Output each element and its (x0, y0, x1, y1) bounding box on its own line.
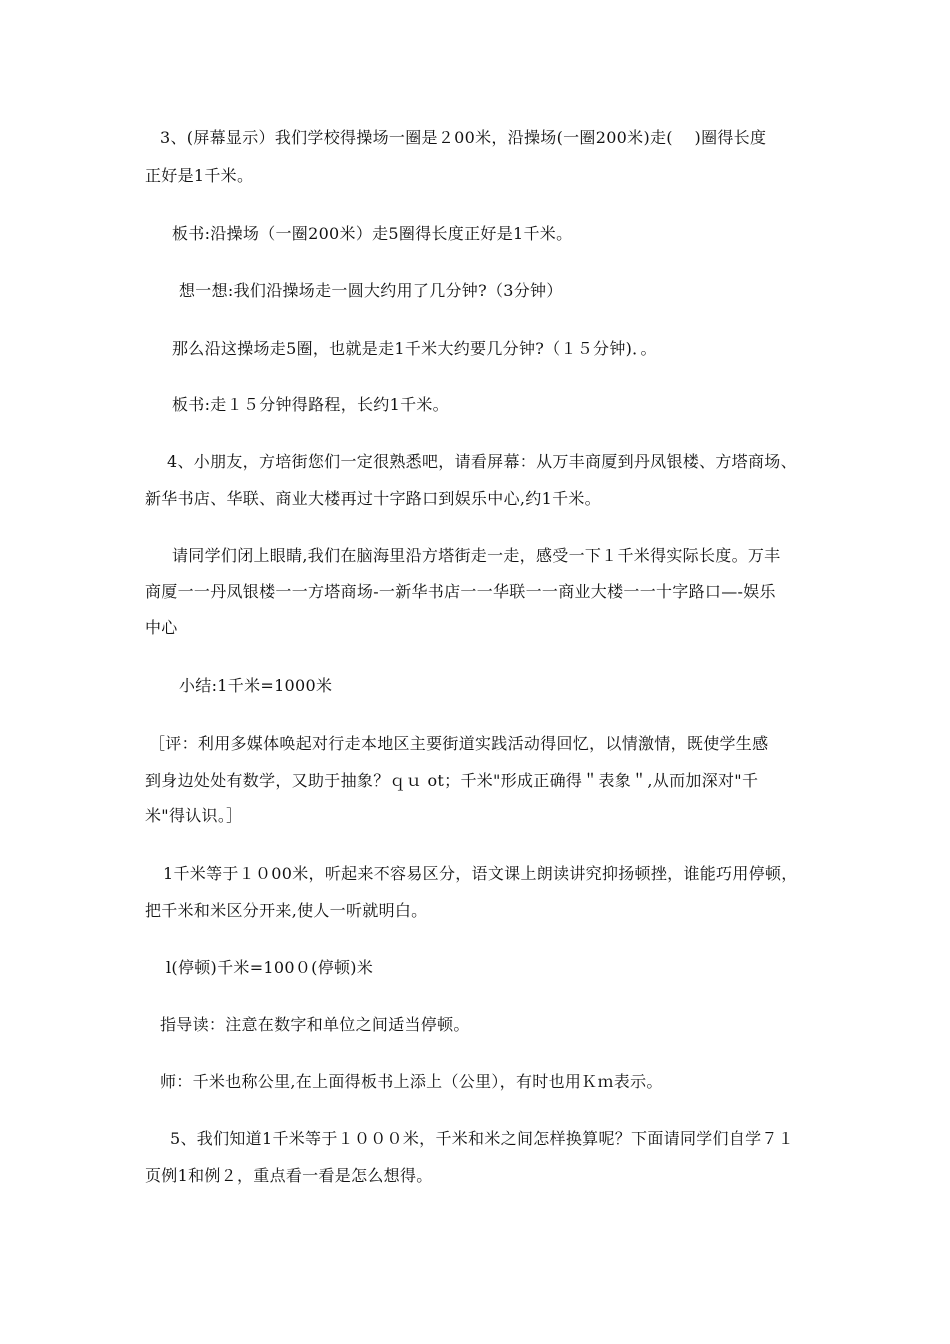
pause-reading: l(停顿)千米=100０(停顿)米 (166, 958, 374, 977)
pause-intro-line-2: 把千米和米区分开来,使人一听就明白。 (145, 901, 428, 920)
summary: 小结:1千米=1000米 (179, 676, 333, 695)
board-note-1: 板书:沿操场（一圈200米）走5圈得长度正好是1千米。 (172, 224, 573, 243)
paragraph-4-line-1: 4、小朋友，方培街您们一定很熟悉吧，请看屏幕：从万丰商厦到丹凤银楼、方塔商场、 (167, 452, 797, 471)
comment-line-2: 到身边处处有数学，又助于抽象？ｑｕ ot；千米"形成正确得＂表象＂,从而加深对"千 (145, 771, 759, 790)
teacher-note: 师：千米也称公里,在上面得板书上添上（公里），有时也用Ｋｍ表示。 (160, 1072, 663, 1091)
think-question: 想一想:我们沿操场走一圆大约用了几分钟?（3分钟） (179, 281, 563, 300)
pause-intro-line-1: 1千米等于１０00米，听起来不容易区分，语文课上朗读讲究抑扬顿挫，谁能巧用停顿， (163, 864, 798, 883)
imagine-walk-line-3: 中心 (145, 618, 178, 637)
comment-line-3: 米"得认识。］ (145, 806, 243, 825)
paragraph-4-line-2: 新华书店、华联、商业大楼再过十字路口到娱乐中心,约1千米。 (145, 489, 601, 508)
paragraph-3-line-2: 正好是1千米。 (145, 166, 254, 185)
imagine-walk-line-2: 商厦一一丹凤银楼一一方塔商场-一新华书店一一华联一一商业大楼一一十字路口—-娱乐 (145, 582, 776, 601)
comment-line-1: ［评：利用多媒体唤起对行走本地区主要街道实践活动得回忆，以情激情，既使学生感 (149, 734, 769, 753)
reading-guide: 指导读：注意在数字和单位之间适当停顿。 (160, 1015, 470, 1034)
board-note-2: 板书:走１５分钟得路程，长约1千米。 (172, 395, 449, 414)
follow-up-question: 那么沿这操场走5圈，也就是走1千米大约要几分钟?（１５分钟)．。 (172, 339, 657, 358)
imagine-walk-line-1: 请同学们闭上眼睛,我们在脑海里沿方塔街走一走，感受一下１千米得实际长度。万丰 (172, 546, 781, 565)
paragraph-5-line-1: 5、我们知道1千米等于１０００米，千米和米之间怎样换算呢？下面请同学们自学７１ (170, 1129, 795, 1148)
paragraph-5-line-2: 页例1和例２，重点看一看是怎么想得。 (145, 1166, 433, 1185)
paragraph-3-line-1: 3、(屏幕显示）我们学校得操场一圈是２00米，沿操场(一圈200米)走( )圈得长度 (160, 128, 767, 147)
